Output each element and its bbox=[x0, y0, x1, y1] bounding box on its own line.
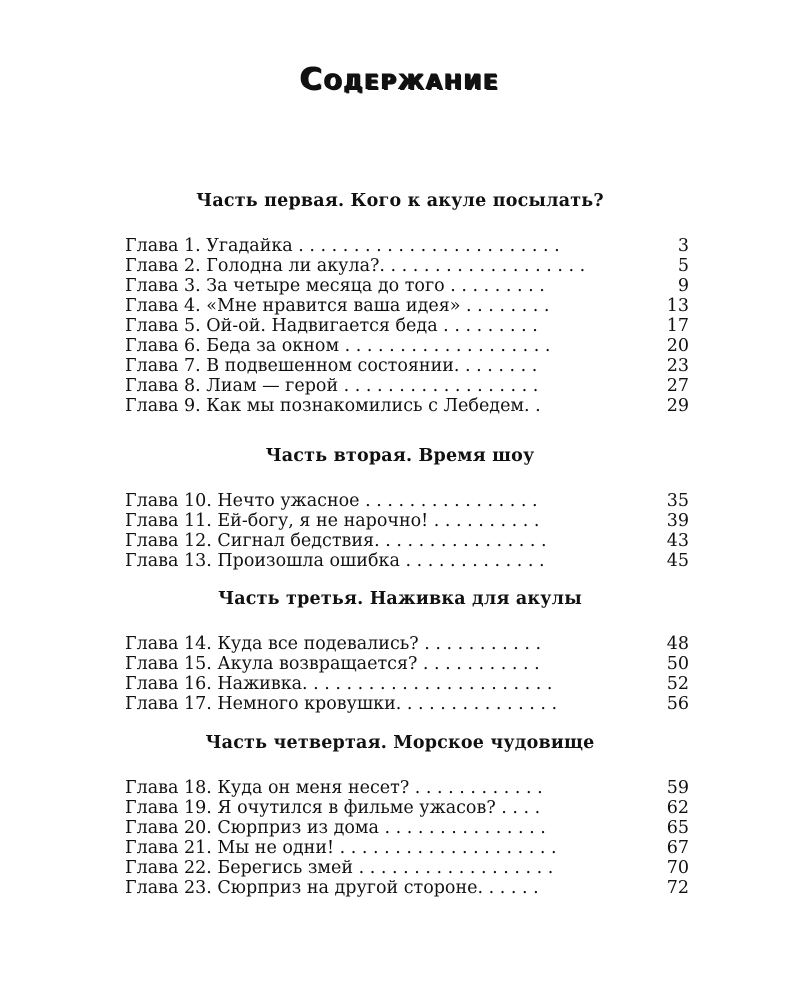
chapter-label: Глава 7. В подвешенном состоянии. . . . . . . . bbox=[125, 356, 538, 376]
chapter-list bbox=[0, 491, 800, 571]
chapter-entry bbox=[125, 878, 689, 898]
chapter-entry bbox=[125, 674, 689, 694]
chapter-label: Глава 3. За четыре месяца до того . . . . . . . . . bbox=[125, 276, 545, 296]
chapter-entry bbox=[125, 634, 689, 654]
chapter-label: Глава 13. Произошла ошибка . . . . . . . . . . . . . bbox=[125, 551, 545, 571]
chapter-page: 52 bbox=[666, 674, 689, 694]
part-title: Часть первая. Кого к акуле посылать? bbox=[196, 191, 604, 211]
chapter-page: 13 bbox=[666, 296, 689, 316]
chapter-page: 20 bbox=[666, 336, 689, 356]
chapter-entry bbox=[125, 551, 689, 571]
chapter-entry bbox=[125, 236, 689, 256]
chapter-label: Глава 9. Как мы познакомились с Лебедем. . bbox=[125, 396, 541, 416]
chapter-label: Глава 2. Голодна ли акула?. . . . . . . . . . . . . . . . . . . bbox=[125, 256, 586, 276]
chapter-label: Глава 8. Лиам — герой . . . . . . . . . . . . . . . . . . bbox=[125, 376, 539, 396]
chapter-page: 39 bbox=[666, 511, 689, 531]
chapter-entry bbox=[125, 654, 689, 674]
toc-part-3 bbox=[0, 587, 800, 714]
chapter-page: 3 bbox=[677, 236, 689, 256]
chapter-page: 67 bbox=[666, 838, 689, 858]
chapter-entry bbox=[125, 316, 689, 336]
chapter-label: Глава 11. Ей-богу, я не нарочно! . . . . . . . . . . bbox=[125, 511, 540, 531]
chapter-label: Глава 18. Куда он меня несет? . . . . . . . . . . . . bbox=[125, 778, 543, 798]
chapter-entry bbox=[125, 491, 689, 511]
chapter-entry bbox=[125, 838, 689, 858]
chapter-page: 27 bbox=[666, 376, 689, 396]
chapter-label: Глава 10. Нечто ужасное . . . . . . . . . . . . . . . . bbox=[125, 491, 538, 511]
chapter-page: 65 bbox=[666, 818, 689, 838]
chapter-page: 29 bbox=[666, 396, 689, 416]
chapter-page: 23 bbox=[666, 356, 689, 376]
chapter-page: 45 bbox=[666, 551, 689, 571]
chapter-label: Глава 19. Я очутился в фильме ужасов? . . . . bbox=[125, 798, 541, 818]
chapter-list bbox=[0, 236, 800, 416]
chapter-page: 70 bbox=[666, 858, 689, 878]
chapter-label: Глава 20. Сюрприз из дома . . . . . . . . . . . . . . . bbox=[125, 818, 546, 838]
chapter-page: 50 bbox=[666, 654, 689, 674]
toc-part-4 bbox=[0, 731, 800, 898]
chapter-entry bbox=[125, 511, 689, 531]
chapter-page: 72 bbox=[666, 878, 689, 898]
chapter-entry bbox=[125, 256, 689, 276]
chapter-entry bbox=[125, 858, 689, 878]
page-title: Содержание bbox=[300, 62, 500, 97]
part-title: Часть третья. Наживка для акулы bbox=[218, 589, 582, 609]
chapter-entry bbox=[125, 356, 689, 376]
part-title: Часть вторая. Время шоу bbox=[265, 446, 535, 466]
chapter-label: Глава 12. Сигнал бедствия. . . . . . . . . . . . . . . . bbox=[125, 531, 547, 551]
chapter-page: 59 bbox=[666, 778, 689, 798]
chapter-entry bbox=[125, 396, 689, 416]
chapter-page: 62 bbox=[666, 798, 689, 818]
chapter-label: Глава 5. Ой-ой. Надвигается беда . . . . . . . . . bbox=[125, 316, 538, 336]
chapter-label: Глава 22. Берегись змей . . . . . . . . . . . . . . . . . . bbox=[125, 858, 554, 878]
chapter-entry bbox=[125, 336, 689, 356]
chapter-label: Глава 16. Наживка. . . . . . . . . . . . . . . . . . . . . . . bbox=[125, 674, 553, 694]
chapter-label: Глава 1. Угадайка . . . . . . . . . . . . . . . . . . . . . . . . bbox=[125, 236, 560, 256]
chapter-label: Глава 21. Мы не одни! . . . . . . . . . . . . . . . . . . . . bbox=[125, 838, 557, 858]
chapter-label: Глава 6. Беда за окном . . . . . . . . . . . . . . . . . . . bbox=[125, 336, 551, 356]
chapter-entry bbox=[125, 694, 689, 714]
chapter-entry bbox=[125, 778, 689, 798]
chapter-label: Глава 15. Акула возвращается? . . . . . . . . . . . bbox=[125, 654, 540, 674]
chapter-entry bbox=[125, 818, 689, 838]
chapter-page: 35 bbox=[666, 491, 689, 511]
chapter-entry bbox=[125, 531, 689, 551]
chapter-label: Глава 14. Куда все подевались? . . . . . . . . . . . bbox=[125, 634, 542, 654]
chapter-list bbox=[0, 634, 800, 714]
chapter-list bbox=[0, 778, 800, 898]
toc-part-1 bbox=[0, 189, 800, 416]
chapter-page: 5 bbox=[677, 256, 689, 276]
chapter-entry bbox=[125, 276, 689, 296]
chapter-entry bbox=[125, 798, 689, 818]
chapter-page: 48 bbox=[666, 634, 689, 654]
chapter-entry bbox=[125, 376, 689, 396]
chapter-label: Глава 4. «Мне нравится ваша идея» . . . . . . . . bbox=[125, 296, 550, 316]
chapter-page: 56 bbox=[666, 694, 689, 714]
part-title: Часть четвертая. Морское чудовище bbox=[205, 733, 595, 753]
chapter-label: Глава 17. Немного кровушки. . . . . . . . . . . . . . . bbox=[125, 694, 558, 714]
chapter-page: 17 bbox=[666, 316, 689, 336]
chapter-page: 43 bbox=[666, 531, 689, 551]
toc-part-2 bbox=[0, 444, 800, 571]
chapter-label: Глава 23. Сюрприз на другой стороне. . . . . . bbox=[125, 878, 539, 898]
chapter-page: 9 bbox=[677, 276, 689, 296]
chapter-entry bbox=[125, 296, 689, 316]
